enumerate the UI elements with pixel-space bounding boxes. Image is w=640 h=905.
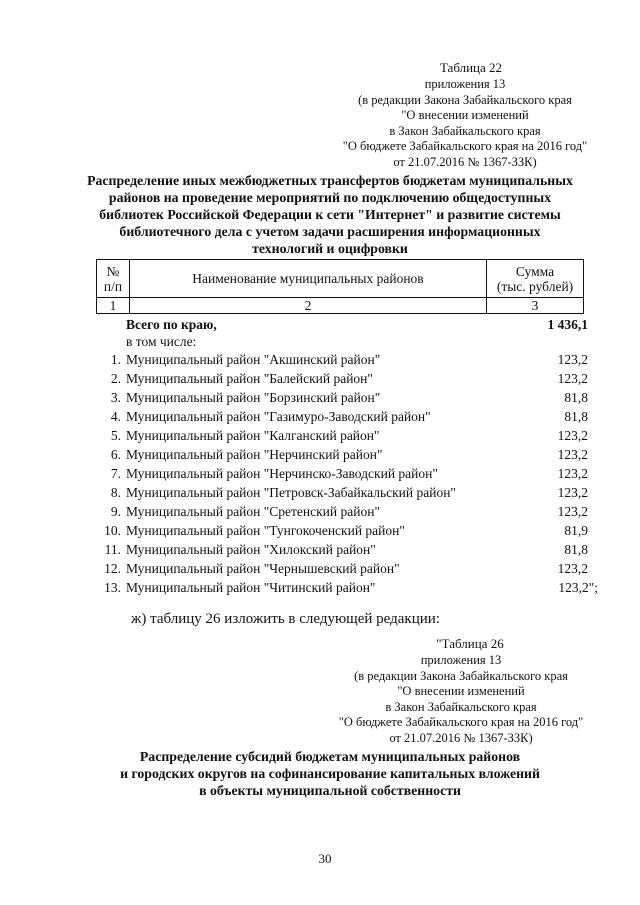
- row-value: 123,2: [557, 504, 588, 519]
- row-name: Муниципальный район "Газимуро-Заводский район": [126, 409, 431, 424]
- row-name: Муниципальный район "Балейский район": [126, 371, 373, 386]
- row-value: 123,2: [557, 352, 588, 367]
- table-row: [96, 503, 598, 521]
- total-value: 1 436,1: [547, 317, 588, 332]
- row-name: Муниципальный район "Тунгокоченский район": [126, 523, 405, 538]
- column-index-1: 1: [97, 298, 130, 314]
- header-table-number: "Таблица 26: [436, 636, 504, 651]
- row-number: 13.: [104, 580, 121, 595]
- column-index-3: 3: [487, 298, 584, 314]
- table-row: [96, 370, 598, 388]
- table-row: [96, 579, 598, 597]
- row-number: 8.: [110, 485, 121, 500]
- column-header-name: Наименование муниципальных районов: [130, 260, 487, 298]
- column-header-sum: Сумма (тыс. рублей): [487, 260, 584, 298]
- table-title: [60, 172, 600, 257]
- row-value: 123,2: [557, 466, 588, 481]
- row-number: 7.: [110, 466, 121, 481]
- header-line: в Закон Забайкальского края: [385, 699, 537, 714]
- row-value: 123,2: [557, 561, 588, 576]
- title-line: библиотечного дела с учетом задачи расширения информационных: [119, 224, 541, 239]
- header-line: "О внесении изменений: [397, 684, 525, 698]
- row-number: 1.: [110, 352, 121, 367]
- header-line: (в редакции Закона Забайкальского края: [354, 668, 568, 683]
- row-name: Муниципальный район "Чернышевский район": [126, 561, 400, 576]
- row-name: Муниципальный район "Борзинский район": [126, 390, 381, 405]
- title-line: и городских округов на софинансирование капитальных вложений: [120, 766, 540, 781]
- title-line: библиотек Российской Федерации к сети "Интернет" и развитие системы: [99, 207, 561, 222]
- table-row: [96, 408, 598, 426]
- including-label: в том числе:: [126, 334, 197, 349]
- page-number: 30: [318, 851, 332, 866]
- row-number: 6.: [110, 447, 121, 462]
- including-row: [96, 333, 598, 351]
- row-name: Муниципальный район "Читинский район": [126, 580, 376, 595]
- column-index-2: 2: [130, 298, 487, 314]
- row-value: 81,8: [564, 542, 588, 557]
- row-name: Муниципальный район "Сретенский район": [126, 504, 380, 519]
- table-row: [96, 446, 598, 464]
- title-line: в объекты муниципальной собственности: [199, 783, 461, 798]
- header-line: от 21.07.2016 № 1367-ЗЗК): [393, 154, 537, 169]
- header-table-number: Таблица 22: [439, 60, 503, 75]
- row-number: 2.: [110, 371, 121, 386]
- table-row: [96, 560, 598, 578]
- table-header: [96, 259, 584, 314]
- row-value: 123,2: [557, 371, 588, 386]
- column-header-number: № п/п: [97, 260, 130, 298]
- row-value: 81,8: [564, 409, 588, 424]
- table-title: [70, 748, 590, 799]
- total-row: [96, 316, 598, 334]
- row-number: 12.: [104, 561, 121, 576]
- total-label: Всего по краю,: [126, 317, 217, 332]
- row-name: Муниципальный район "Нерчинский район": [126, 447, 383, 462]
- title-line: Распределение иных межбюджетных трансфертов бюджетам муниципальных: [87, 173, 573, 188]
- row-name: Муниципальный район "Нерчинско-Заводский район": [126, 466, 438, 481]
- row-number: 11.: [104, 542, 121, 557]
- row-value: 123,2: [557, 485, 588, 500]
- table-row: [96, 351, 598, 369]
- table-row: [96, 427, 598, 445]
- row-name: Муниципальный район "Петровск-Забайкальский район": [126, 485, 456, 500]
- row-number: 3.: [110, 390, 121, 405]
- row-value: 123,2: [557, 447, 588, 462]
- header-line: приложения 13: [420, 653, 502, 667]
- row-name: Муниципальный район "Акшинский район": [126, 352, 381, 367]
- header-line: приложения 13: [424, 77, 506, 91]
- title-line: районов на проведение мероприятий по подключению общедоступных: [108, 190, 552, 205]
- table-row: [96, 522, 598, 540]
- header-line: "О бюджете Забайкальского края на 2016 год": [342, 139, 588, 153]
- row-name: Муниципальный район "Калганский район": [126, 428, 380, 443]
- title-line: Распределение субсидий бюджетам муниципальных районов: [139, 749, 521, 764]
- table-row: [96, 389, 598, 407]
- header-annex-block: [320, 77, 610, 170]
- row-value: 123,2";: [558, 580, 598, 595]
- title-line: технологий и оцифровки: [252, 241, 408, 256]
- row-number: 4.: [110, 409, 121, 424]
- row-number: 10.: [104, 523, 121, 538]
- header-line: "О бюджете Забайкальского края на 2016 год": [338, 715, 584, 729]
- header-annex-block: [316, 653, 606, 746]
- row-name: Муниципальный район "Хилокский район": [126, 542, 376, 557]
- table-row: [96, 484, 598, 502]
- instruction-text: ж) таблицу 26 изложить в следующей редакции:: [131, 611, 440, 627]
- header-line: "О внесении изменений: [401, 108, 529, 122]
- header-line: от 21.07.2016 № 1367-ЗЗК): [389, 730, 533, 745]
- row-value: 81,9: [564, 523, 588, 538]
- row-value: 123,2: [557, 428, 588, 443]
- header-line: (в редакции Закона Забайкальского края: [358, 92, 572, 107]
- header-line: в Закон Забайкальского края: [389, 123, 541, 138]
- row-value: 81,8: [564, 390, 588, 405]
- row-number: 5.: [110, 428, 121, 443]
- table-row: [96, 541, 598, 559]
- table-row: [96, 465, 598, 483]
- row-number: 9.: [110, 504, 121, 519]
